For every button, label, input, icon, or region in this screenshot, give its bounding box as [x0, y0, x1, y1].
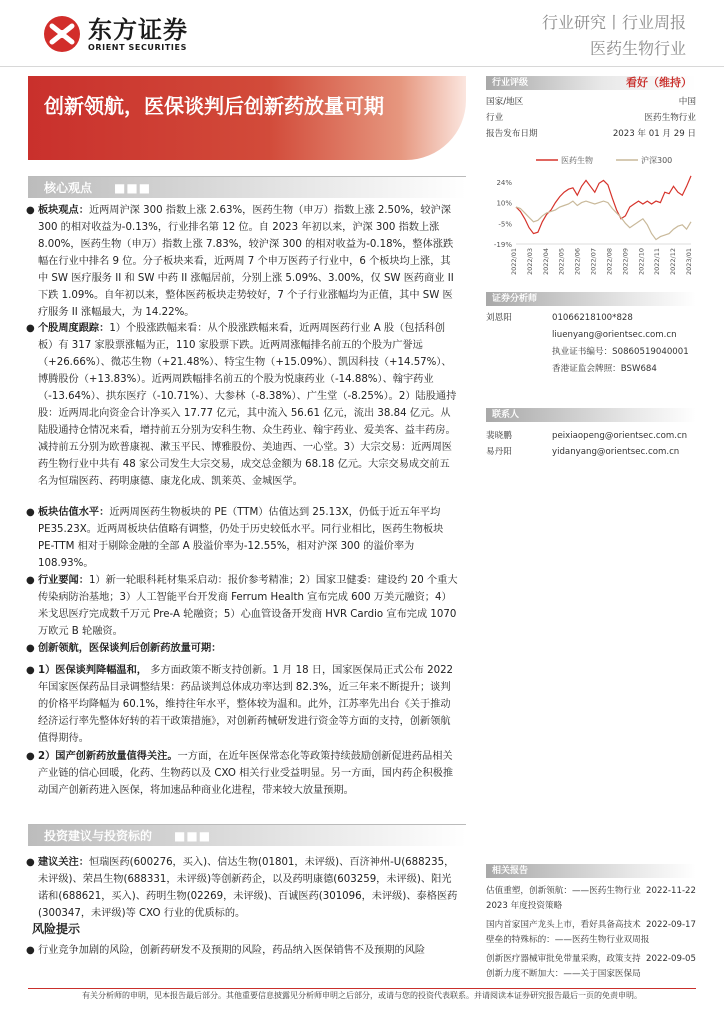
- x-tick-label: 2022/03: [525, 248, 534, 276]
- core-point: [26, 320, 458, 490]
- related-subtitle: 2023 年度投资策略: [486, 901, 563, 911]
- bullet-icon: ●: [26, 643, 35, 654]
- rating-row-value: 医药生物行业: [644, 113, 696, 123]
- bullet-icon: ●: [26, 945, 35, 956]
- core-point-text: 近两周医药生物板块的 PE（TTM）估值达到 25.13X，仍低于近五年平均 PE35.23X。近两周板块估值略有调整，仍处于历史较低水平。同行业相比，医药生物板块 PE-TTM 相对于剔除金融的全部 A 股溢价率为-12.55%，相对沪深 300 的溢价率为 108.93%。: [38, 507, 444, 569]
- rating-row-key: 国家/地区: [486, 97, 524, 107]
- dots-icon: ■■■: [114, 181, 152, 195]
- price-chart: [486, 150, 696, 280]
- contacts-label: 联系人: [486, 408, 696, 422]
- rating-row-value: 中国: [678, 97, 696, 107]
- rating-row: [486, 126, 696, 142]
- logo-cn: 东方证券: [88, 15, 188, 44]
- core-point-head: 1）医保谈判降幅温和，: [38, 665, 147, 676]
- analyst-cert: 执业证书编号：S0860519040001: [552, 347, 689, 357]
- core-point: [26, 640, 458, 657]
- contact-email[interactable]: yidanyang@orientsec.com.cn: [552, 447, 680, 457]
- x-tick-label: 2022/10: [637, 248, 646, 276]
- title-banner: [28, 76, 466, 160]
- risk-bullet: [26, 942, 458, 959]
- legend-label: 沪深300: [641, 156, 673, 165]
- core-point: [26, 202, 458, 321]
- related-report[interactable]: [486, 952, 696, 982]
- x-tick-label: 2022/04: [541, 248, 550, 276]
- risk-text: 行业竞争加剧的风险，创新药研发不及预期的风险，药品纳入医保销售不及预期的风险: [38, 945, 426, 956]
- invest-bullet: [26, 854, 458, 922]
- x-tick-label: 2022/05: [557, 248, 566, 276]
- x-tick-label: 2022/12: [669, 248, 678, 276]
- related-label: 相关报告: [486, 864, 696, 878]
- core-point-text: 1）新一轮眼科耗材集采启动：报价参考精准；2）国家卫健委：建设约 20 个重大传染病防治基地；3）人工智能平台开发商 Ferrum Health 宣布完成 600 万美元融资；4）米戈思医疗完成数千万元 Pre-A 轮融资；5）心血管设备开发商 HVR Cardio 宣布完成 1070 万欧元 B 轮融资。: [38, 575, 458, 637]
- contact-email[interactable]: peixiaopeng@orientsec.com.cn: [552, 431, 688, 441]
- related-title: 估值重塑，创新领航：——医药生物行业: [486, 886, 641, 896]
- rating-value: 看好（维持）: [626, 76, 692, 89]
- core-point-head: 行业要闻：: [38, 575, 89, 586]
- rating-row-key: 报告发布日期: [486, 129, 538, 139]
- related-report[interactable]: [486, 884, 696, 914]
- x-tick-label: 2022/09: [621, 248, 630, 276]
- analyst-name: 刘恩阳: [486, 313, 512, 323]
- series-line: [516, 201, 691, 240]
- analyst-phone: 01066218100*828: [552, 313, 633, 323]
- core-point: [26, 748, 458, 799]
- series-line: [516, 176, 691, 234]
- report-header: [542, 10, 686, 62]
- rating-panel: [486, 76, 696, 142]
- analyst-hk: 香港证监会牌照：BSW684: [552, 364, 657, 374]
- contact-name: 裴晓鹏: [486, 431, 512, 441]
- related-date: 2022-09-17: [646, 920, 696, 930]
- legend-label: 医药生物: [561, 156, 593, 165]
- logo-mark-icon: [42, 14, 82, 54]
- footer-divider: [28, 988, 696, 989]
- core-section-header: [28, 176, 466, 198]
- bullet-icon: ●: [26, 751, 35, 762]
- invest-section-header: [28, 824, 466, 846]
- rating-row-key: 行业: [486, 113, 504, 123]
- bullet-icon: ●: [26, 665, 35, 676]
- analyst-email[interactable]: liuenyang@orientsec.com.cn: [552, 330, 677, 340]
- x-tick-label: 2022/07: [589, 248, 598, 276]
- core-point-head: 板块估值水平：: [38, 507, 110, 518]
- core-point-head: 个股周度跟踪：: [38, 323, 110, 334]
- related-rows: [486, 884, 696, 982]
- core-point-head: 2）国产创新药放量值得关注。: [38, 751, 178, 762]
- core-point-text: 多方面政策不断支持创新。1 月 18 日，国家医保局正式公布 2022 年国家医保药品目录调整结果：药品谈判总体成功率达到 82.3%，近三年来不断提升；谈判的价格平均降幅为 60.1%，维持往年水平，整体较为温和。此外，江苏率先出台《关于推动经济运行率先整体好转的若干政策措施》，对创新药械研发进行资金等方面的支持，创新领航值得期待。: [38, 665, 454, 744]
- core-point-text: 近两周沪深 300 指数上涨 2.63%，医药生物（申万）指数上涨 2.50%，较沪深 300 的相对收益为-0.13%，行业排名第 12 位。自 2023 年初以来，沪深 300 指数上涨 8.00%，医药生物（申万）指数上涨 7.83%，较沪深 300 的相对收益为-0.18%，整体涨跌幅在行业中排名 9 位。分子板块来看，近两周 7 个申万医药子行业中，6 个板块均上涨，其中 SW 医疗服务 II 和 SW 中药 II 涨幅居前，分别上涨 5.09%、3.00%，仅 SW 医药商业 II 下跌 1.09%。自年初以来，整体医药板块走势较好，7 个子行业涨幅均为正值，其中 SW 医疗服务 II 涨幅最大，为 14.22%。: [38, 205, 454, 318]
- page-title: 创新领航，医保谈判后创新药放量可期: [44, 94, 384, 118]
- report-type: 行业研究丨行业周报: [541, 13, 686, 32]
- invest-text: 恒瑞医药(600276，买入)、信达生物(01801，未评级)、百济神州-U(688235，未评级)、荣昌生物(688331，未评级)等创新药企，以及药明康德(603259，未评级)、阳光诺和(688621，买入)、药明生物(02269，未评级)、百诚医药(301096，未评级)、泰格医药(300347，未评级)等 CXO 行业的优质标的。: [38, 857, 458, 919]
- related-title: 国内首家国产龙头上市，看好具备高技术: [486, 920, 641, 930]
- logo-en: ORIENT SECURITIES: [88, 42, 187, 52]
- rating-label: 行业评级: [492, 78, 529, 88]
- related-date: 2022-11-22: [646, 886, 696, 896]
- rating-rows: [486, 94, 696, 142]
- related-date: 2022-09-05: [646, 954, 696, 964]
- core-point-head: 板块观点：: [38, 205, 89, 216]
- y-tick-label: 24%: [496, 179, 512, 187]
- company-logo: [42, 14, 188, 54]
- y-tick-label: -19%: [493, 241, 512, 249]
- rating-row: [486, 94, 696, 110]
- core-point-text: 一方面，在近年医保常态化等政策持续鼓励创新促进药品相关产业链的信心回暖，化药、生物药以及 CXO 相关行业受益明显。另一方面，国内药企积极推动国产创新药进入医保，将加速品种商业化进程，带来较大放量预期。: [38, 751, 454, 796]
- bullet-icon: ●: [26, 507, 35, 518]
- core-point: [26, 572, 458, 640]
- core-point-text: 1）个股涨跌幅来看：从个股涨跌幅来看，近两周医药行业 A 股（包括科创板）有 317 家股票涨幅为正，110 家股票下跌。近两周涨幅排名前五的个股为广誉远（+26.66%）、微芯生物（+21.48%）、特宝生物（+15.09%）、凯因科技（+14.57%）、博腾股份（+13.83%）。近两周跌幅排名前五的个股为悦康药业（-14.88%）、翰宇药业（-13.64%）、拱东医疗（-10.71%）、大参林（-8.38%）、广生堂（-8.25%）。2）陆股通持股：近两周北向资金合计净买入 17.77 亿元，其中流入 56.61 亿元，流出 38.84 亿元。从陆股通持仓情况来看，增持前五分别为安科生物、众生药业、翰宇药业、爱美客、益丰药房。减持前五分别为欧普康视、漱玉平民、博雅股份、美迪西、一心堂。3）大宗交易：近两周医药生物行业中共有 48 家公司发生大宗交易，成交总金额为 68.18 亿元。大宗交易成交前五名为恒瑞医药、药明康德、康龙化成、凯莱英、金城医学。: [38, 323, 457, 487]
- x-tick-label: 2022/06: [573, 248, 582, 276]
- analyst-panel: [486, 292, 696, 378]
- bullet-icon: ●: [26, 857, 35, 868]
- invest-head: 建议关注：: [38, 857, 89, 868]
- analyst-label: 证券分析师: [486, 292, 696, 306]
- chart-svg: [486, 150, 696, 280]
- industry-name: 医药生物行业: [589, 39, 686, 58]
- x-tick-label: 2023/01: [685, 248, 693, 276]
- core-point: [26, 662, 458, 747]
- related-title: 创新医疗器械审批免带量采购，政策支持: [486, 954, 641, 964]
- related-subtitle: 创新力度不断加大：——关于国家医保局: [486, 969, 641, 979]
- contact-rows: [486, 428, 696, 460]
- x-tick-label: 2022/11: [653, 248, 662, 276]
- contact-row: [486, 444, 696, 460]
- related-report[interactable]: [486, 918, 696, 948]
- core-point-head: 创新领航，医保谈判后创新药放量可期：: [38, 643, 222, 654]
- contact-row: [486, 428, 696, 444]
- y-tick-label: -5%: [498, 220, 512, 229]
- core-section-title: 核心观点: [44, 181, 93, 195]
- x-tick-label: 2022/08: [605, 248, 614, 276]
- core-point: [26, 504, 458, 572]
- bullet-icon: ●: [26, 323, 35, 334]
- related-panel: [486, 864, 696, 986]
- invest-section-title: 投资建议与投资标的: [44, 829, 153, 843]
- x-tick-label: 2022/01: [510, 248, 518, 276]
- risk-title: 风险提示: [32, 922, 81, 936]
- bullet-icon: ●: [26, 575, 35, 586]
- contacts-panel: [486, 408, 696, 460]
- contact-name: 易丹阳: [486, 447, 512, 457]
- footer-disclaimer: 有关分析师的申明，见本报告最后部分。其他重要信息披露见分析师申明之后部分，或请与您的投资代表联系。并请阅读本证券研究报告最后一页的免责申明。: [82, 991, 642, 1000]
- dots-icon: ■■■: [174, 829, 212, 843]
- bullet-icon: ●: [26, 205, 35, 216]
- rating-row-value: 2023 年 01 月 29 日: [612, 129, 696, 139]
- rating-row: [486, 110, 696, 126]
- y-tick-label: 10%: [496, 199, 512, 208]
- header-divider: [0, 66, 724, 67]
- related-subtitle: 壁垒的特殊标的：——医药生物行业双周报: [486, 935, 650, 945]
